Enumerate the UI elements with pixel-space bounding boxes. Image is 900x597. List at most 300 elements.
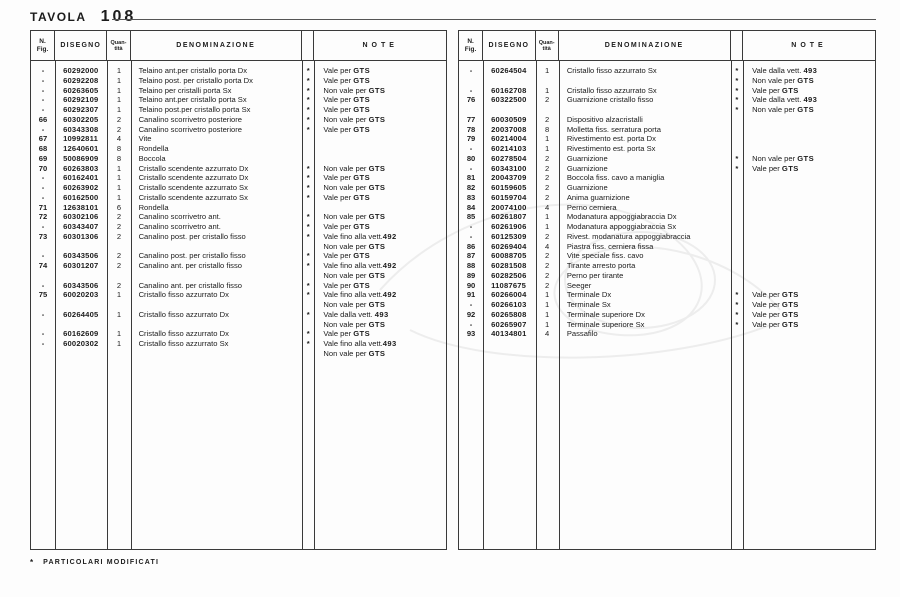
qty-cell [536, 105, 559, 115]
note-cell: Vale per GTS [752, 85, 799, 95]
table-row [459, 125, 875, 135]
parts-table-right [458, 30, 876, 550]
disegno-cell [483, 105, 535, 115]
header-qty-line2: tità [542, 45, 551, 52]
star-cell: * [306, 231, 310, 241]
fig-cell: 80 [466, 153, 476, 163]
fig-cell: 75 [38, 290, 48, 300]
table-row [31, 232, 446, 242]
star-cell [731, 203, 743, 213]
table-row [31, 105, 446, 115]
fig-cell: 71 [38, 202, 48, 212]
disegno-cell: 60264405 [63, 309, 99, 319]
star-cell: * [735, 319, 739, 329]
qty-cell: 8 [545, 124, 550, 134]
den-cell: Cristallo fisso azzurrato Dx [138, 329, 229, 339]
den-cell: Cristallo fisso azzurrato Sx [138, 339, 229, 348]
fig-cell: - [41, 192, 45, 202]
qty-cell: 1 [116, 173, 122, 183]
table-row [31, 125, 446, 135]
star-cell: * [735, 163, 739, 173]
star-cell [731, 134, 743, 144]
disegno-cell [55, 320, 107, 330]
disegno-cell: 60343506 [63, 251, 99, 261]
footnote-text: PARTICOLARI MODIFICATI [43, 559, 160, 566]
note-cell: Vale dalla vett. 493 [323, 309, 389, 319]
qty-cell: 1 [545, 319, 550, 329]
header-disegno: DISEGNO [483, 31, 535, 60]
den-cell: Cristallo scendente azzurrato Sx [138, 192, 248, 202]
note-cell: Non vale per GTS [752, 75, 815, 85]
disegno-cell: 20037008 [491, 124, 527, 134]
den-cell: Perno cerniera [566, 202, 617, 212]
disegno-cell: 10992811 [63, 134, 99, 144]
star-cell: * [306, 280, 310, 290]
note-cell: Vale fino alla vett.492 [323, 231, 397, 241]
qty-cell: 2 [545, 183, 550, 192]
table-header [459, 31, 875, 61]
star-cell: * [735, 75, 739, 85]
table-row [31, 261, 446, 271]
qty-cell [107, 271, 130, 281]
den-cell: Terminale superiore Sx [566, 319, 645, 329]
table-row [459, 329, 875, 339]
star-cell [302, 203, 314, 213]
table-row [31, 86, 446, 96]
table-row [459, 115, 875, 125]
qty-cell: 2 [545, 173, 550, 183]
table-row [31, 115, 446, 125]
note-cell: Non vale per GTS [323, 183, 386, 192]
disegno-cell: 60261906 [491, 222, 527, 231]
fig-cell: - [469, 66, 473, 75]
den-cell: Canalino post. per cristallo fisso [138, 231, 246, 241]
star-cell: * [306, 329, 310, 339]
note-cell: Vale fino alla vett.492 [323, 261, 397, 270]
note-cell: Non vale per GTS [752, 105, 815, 114]
fig-cell: - [41, 280, 45, 290]
note-cell [743, 329, 875, 339]
note-cell [743, 261, 875, 271]
den-cell: Tirante arresto porta [566, 261, 636, 270]
star-cell [302, 154, 314, 164]
star-cell [731, 271, 743, 281]
disegno-cell: 60302205 [63, 114, 99, 124]
header-fig [459, 31, 483, 60]
qty-cell: 1 [116, 95, 122, 105]
qty-cell: 2 [116, 261, 122, 270]
den-cell: Passafilo [566, 329, 598, 339]
table-row [31, 66, 446, 76]
qty-cell: 1 [116, 183, 122, 192]
disegno-cell: 60278504 [491, 153, 527, 163]
star-cell: * [306, 66, 310, 75]
table-row [31, 242, 446, 252]
fig-cell: 83 [466, 192, 476, 202]
disegno-cell: 60292307 [63, 105, 99, 114]
star-cell: * [306, 114, 310, 124]
note-cell: Vale per GTS [323, 66, 371, 75]
qty-cell [107, 300, 130, 310]
disegno-cell: 60162401 [63, 173, 99, 183]
table-row [459, 66, 875, 76]
star-cell: * [306, 75, 310, 85]
table-row [31, 95, 446, 105]
qty-cell: 1 [545, 300, 550, 309]
note-cell: Vale per GTS [323, 222, 371, 231]
star-cell: * [306, 222, 310, 231]
star-cell [731, 242, 743, 252]
qty-cell: 1 [116, 339, 122, 348]
table-row [31, 349, 446, 359]
tavola-label: TAVOLA [30, 10, 87, 24]
parts-table-left [30, 30, 447, 550]
den-cell: Telaino post. per cristallo porta Dx [138, 75, 253, 85]
den-cell: Dispositivo alzacristalli [566, 114, 643, 124]
den-cell: Rivest. modanatura appoggiabraccia [566, 231, 691, 241]
disegno-cell: 60264504 [491, 66, 527, 75]
disegno-cell: 60266004 [491, 290, 527, 300]
table-row [459, 164, 875, 174]
den-cell: Cristallo fisso azzurrato Sx [566, 66, 657, 75]
disegno-cell: 60269404 [491, 241, 527, 251]
table-row [459, 134, 875, 144]
star-cell [302, 271, 314, 281]
star-cell [731, 212, 743, 222]
disegno-cell: 60159605 [491, 183, 527, 192]
star-cell: * [735, 309, 739, 319]
den-cell: Molletta fiss. serratura porta [566, 124, 661, 134]
table-row [459, 193, 875, 203]
fig-cell [31, 320, 55, 330]
note-cell [743, 183, 875, 193]
qty-cell: 1 [545, 212, 550, 222]
header-denominazione: DENOMINAZIONE [131, 31, 302, 60]
disegno-cell: 60265808 [491, 309, 527, 319]
fig-cell: 70 [38, 163, 48, 173]
fig-cell: 84 [466, 202, 476, 212]
disegno-cell: 60263605 [63, 85, 99, 95]
den-cell: Cristallo fisso azzurrato Dx [138, 290, 229, 300]
fig-cell: 77 [466, 114, 476, 124]
star-cell: * [306, 95, 310, 105]
note-cell: Non vale per GTS [752, 153, 815, 163]
den-cell: Rondella [138, 144, 169, 153]
qty-cell: 2 [116, 114, 122, 124]
disegno-cell: 60292109 [63, 95, 99, 105]
table-row [459, 203, 875, 213]
fig-cell: 82 [466, 183, 476, 192]
table-row [31, 134, 446, 144]
table-row [31, 339, 446, 349]
note-cell [314, 154, 446, 164]
qty-cell: 2 [545, 192, 550, 202]
note-cell [743, 125, 875, 135]
disegno-cell: 20043709 [491, 173, 527, 183]
header-fig-line2: Fig. [464, 45, 477, 53]
qty-cell: 4 [545, 202, 550, 212]
note-cell: Non vale per GTS [323, 114, 386, 124]
table-row [459, 212, 875, 222]
qty-cell: 1 [545, 85, 550, 95]
column-divider [731, 61, 732, 549]
star-cell: * [306, 290, 310, 300]
qty-cell: 1 [116, 309, 122, 319]
table-row [31, 300, 446, 310]
qty-cell: 2 [545, 163, 550, 173]
den-cell: Canalino scorrivetro ant. [138, 222, 221, 231]
note-cell: Vale per GTS [752, 290, 799, 300]
fig-cell: 88 [466, 261, 476, 270]
fig-cell: 91 [466, 290, 476, 300]
star-cell [731, 329, 743, 339]
star-cell: * [306, 212, 310, 222]
fig-cell [459, 76, 483, 86]
table-row [31, 203, 446, 213]
star-cell: * [306, 261, 310, 270]
note-cell: Vale per GTS [323, 251, 371, 261]
table-row [459, 320, 875, 330]
fig-cell: 69 [38, 153, 48, 163]
note-cell [743, 242, 875, 252]
note-cell: Vale per GTS [752, 300, 799, 309]
table-row [31, 329, 446, 339]
note-cell: Vale per GTS [323, 75, 371, 85]
fig-cell: - [469, 163, 473, 173]
note-cell [743, 222, 875, 232]
den-cell: Telaino post.per cristallo porta Sx [138, 105, 251, 114]
qty-cell: 2 [545, 261, 550, 270]
note-cell [743, 115, 875, 125]
star-cell: * [735, 105, 739, 114]
den-cell: Terminale superiore Dx [566, 309, 645, 319]
star-cell [731, 173, 743, 183]
disegno-cell: 60281508 [491, 261, 527, 270]
note-cell [743, 232, 875, 242]
disegno-cell: 60292000 [63, 66, 99, 75]
fig-cell: 76 [466, 95, 476, 105]
header-qty [536, 31, 559, 60]
disegno-cell: 60214103 [491, 144, 527, 153]
fig-cell: - [469, 222, 473, 231]
table-row [459, 300, 875, 310]
note-cell: Vale per GTS [323, 192, 371, 202]
note-cell: Non vale per GTS [323, 348, 386, 358]
den-cell: Guarnizione [566, 153, 608, 163]
table-body [31, 61, 446, 549]
qty-cell: 1 [116, 290, 122, 300]
star-cell [731, 222, 743, 232]
qty-cell: 1 [116, 75, 122, 85]
note-cell [314, 203, 446, 213]
star-cell: * [735, 66, 739, 75]
disegno-cell: 50086909 [63, 153, 99, 163]
star-cell: * [306, 339, 310, 348]
column-divider [743, 61, 744, 549]
note-cell: Vale per GTS [323, 124, 371, 134]
fig-cell: 86 [466, 241, 476, 251]
note-cell: Non vale per GTS [323, 241, 386, 251]
note-cell [743, 281, 875, 291]
den-cell [559, 105, 731, 115]
fig-cell: 89 [466, 270, 476, 280]
star-cell [302, 242, 314, 252]
den-cell: Canalino scorrivetro ant. [138, 212, 221, 222]
qty-cell: 1 [116, 105, 122, 114]
qty-cell: 2 [116, 231, 122, 241]
fig-cell [459, 105, 483, 115]
header-qty-line1: Quan- [110, 39, 127, 46]
disegno-cell: 60263902 [63, 183, 99, 192]
disegno-cell: 60162609 [63, 329, 99, 339]
disegno-cell: 12638101 [63, 202, 99, 212]
disegno-cell: 60343407 [63, 222, 99, 231]
qty-cell: 1 [545, 309, 550, 319]
fig-cell: - [41, 251, 45, 261]
fig-cell: 92 [466, 309, 476, 319]
den-cell [131, 300, 302, 310]
disegno-cell: 60292208 [63, 75, 99, 85]
fig-cell: 67 [38, 134, 48, 144]
qty-cell: 1 [545, 144, 550, 153]
disegno-cell: 60302106 [63, 212, 99, 222]
header-star [302, 31, 314, 60]
table-row [459, 86, 875, 96]
fig-cell [31, 242, 55, 252]
den-cell: Canalino scorrivetro posteriore [138, 114, 242, 124]
fig-cell: - [41, 173, 45, 183]
star-cell [731, 193, 743, 203]
disegno-cell: 60030509 [491, 114, 527, 124]
disegno-cell: 11087675 [491, 280, 527, 290]
qty-cell: 8 [116, 144, 122, 153]
footnote [30, 558, 159, 567]
note-cell: Non vale per GTS [323, 212, 386, 222]
qty-cell: 1 [545, 290, 550, 300]
fig-cell: - [41, 124, 45, 134]
star-cell: * [306, 85, 310, 95]
den-cell: Cristallo scendente azzurrato Dx [138, 173, 249, 183]
den-cell [131, 242, 302, 252]
note-cell [743, 271, 875, 281]
qty-cell: 6 [116, 202, 122, 212]
fig-cell: - [469, 231, 473, 241]
asterisk-marker: * [30, 558, 34, 567]
den-cell: Cristallo fisso azzurrato Dx [138, 309, 229, 319]
disegno-cell: 60162708 [491, 85, 527, 95]
note-cell: Vale fino alla vett.492 [323, 290, 397, 300]
table-row [459, 281, 875, 291]
disegno-cell: 60322500 [491, 95, 527, 105]
star-cell [302, 320, 314, 330]
disegno-cell: 60301207 [63, 261, 99, 270]
disegno-cell: 60020302 [63, 339, 99, 348]
star-cell [731, 183, 743, 193]
den-cell: Cristallo scendente azzurrato Sx [138, 183, 248, 192]
fig-cell: 73 [38, 231, 48, 241]
note-cell [314, 144, 446, 154]
qty-cell: 2 [545, 114, 550, 124]
den-cell: Vite speciale fiss. cavo [566, 251, 644, 261]
qty-cell: 2 [116, 124, 122, 134]
disegno-cell [55, 300, 107, 310]
disegno-cell: 60265907 [491, 319, 527, 329]
qty-cell: 2 [545, 270, 550, 280]
den-cell: Boccola fiss. cavo a maniglia [566, 173, 665, 183]
den-cell [131, 349, 302, 359]
star-cell [731, 251, 743, 261]
star-cell: * [735, 300, 739, 309]
star-cell [302, 134, 314, 144]
star-cell: * [306, 105, 310, 114]
column-divider [107, 61, 108, 549]
fig-cell [31, 349, 55, 359]
star-cell [731, 115, 743, 125]
den-cell: Boccola [138, 153, 166, 163]
header-qty-line2: tità [114, 45, 123, 52]
disegno-cell: 60343308 [63, 124, 99, 134]
star-cell: * [735, 95, 739, 105]
column-divider [536, 61, 537, 549]
fig-cell [31, 300, 55, 310]
fig-cell: 72 [38, 212, 48, 222]
note-cell: Vale per GTS [752, 319, 799, 329]
table-row [31, 281, 446, 291]
qty-cell: 1 [545, 134, 550, 144]
table-row [31, 310, 446, 320]
fig-cell: 93 [466, 329, 476, 339]
den-cell: Telaino ant.per cristallo porta Sx [138, 95, 247, 105]
fig-cell: 85 [466, 212, 476, 222]
star-cell: * [306, 251, 310, 261]
star-cell [302, 349, 314, 359]
star-cell: * [735, 290, 739, 300]
table-row [459, 290, 875, 300]
header-fig-line1: N. [467, 38, 474, 45]
star-cell [731, 232, 743, 242]
fig-cell: - [41, 183, 45, 192]
column-divider [314, 61, 315, 549]
note-cell: Vale per GTS [323, 105, 371, 114]
star-cell [731, 281, 743, 291]
star-cell [302, 300, 314, 310]
page-title [30, 8, 136, 26]
table-row [459, 95, 875, 105]
table-row [31, 183, 446, 193]
disegno-cell: 60266103 [491, 300, 527, 309]
table-row [31, 154, 446, 164]
qty-cell: 1 [545, 66, 550, 75]
qty-cell: 1 [116, 163, 122, 173]
fig-cell: - [469, 144, 473, 153]
column-divider [483, 61, 484, 549]
table-row [31, 144, 446, 154]
table-row [31, 320, 446, 330]
fig-cell: - [41, 85, 45, 95]
table-row [31, 193, 446, 203]
header-qty-line1: Quan- [538, 39, 555, 46]
disegno-cell: 60125309 [491, 231, 527, 241]
fig-cell [31, 271, 55, 281]
disegno-cell: 60159704 [491, 192, 527, 202]
den-cell: Canalino ant. per cristallo fisso [138, 261, 242, 270]
header-note: NOTE [791, 42, 827, 49]
disegno-cell: 60301306 [63, 231, 99, 241]
note-cell [743, 134, 875, 144]
qty-cell [536, 76, 559, 86]
den-cell: Rivestimento est. porta Dx [566, 134, 656, 144]
note-cell: Vale dalla vett. 493 [752, 95, 818, 105]
